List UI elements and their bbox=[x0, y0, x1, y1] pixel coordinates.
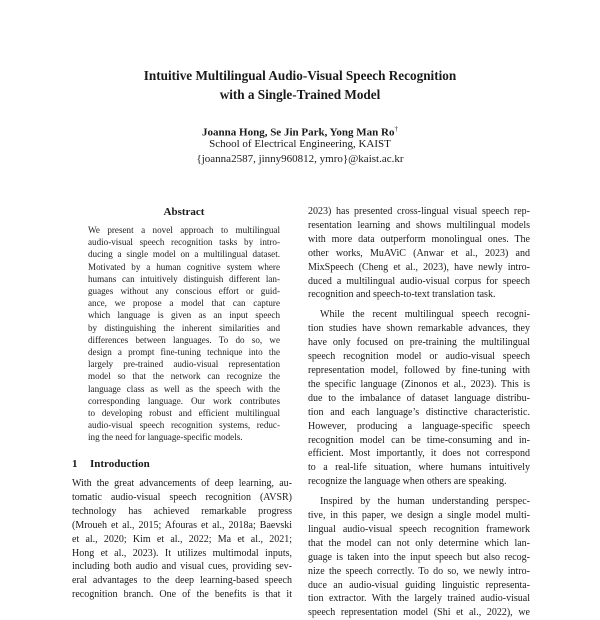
affiliation-block bbox=[0, 137, 600, 167]
text-line: to a real-life situation, where humans intuitively bbox=[308, 462, 530, 474]
text-line: design a prompt fine-tuning technique into the bbox=[88, 347, 280, 358]
introduction-body bbox=[72, 477, 292, 602]
text-line: humans can intuitively distinguish different lan- bbox=[88, 273, 280, 284]
text-line: efficient. Most importantly, it does not correspond bbox=[308, 448, 530, 460]
text-line: which language is given as an input speech bbox=[88, 310, 280, 321]
text-line: We present a novel approach to multilingual bbox=[88, 225, 280, 235]
text-line: recognition branch. One of the benefits is that it bbox=[72, 589, 292, 601]
abstract-heading: Abstract bbox=[163, 206, 205, 218]
title-line: Intuitive Multilingual Audio-Visual Speech Recognition bbox=[143, 68, 457, 83]
text-line: language class as well as the speech with the bbox=[88, 383, 280, 394]
text-line: Hong et al., 2023). It utilizes multimodal inputs, bbox=[72, 547, 292, 559]
text-line: recognition model can be time-consuming and in- bbox=[308, 434, 530, 446]
text-line: recognize the language when others are speaking. bbox=[308, 476, 507, 488]
text-line: representation model, followed by fine-tuning with bbox=[308, 364, 530, 376]
corresponding-author-mark: † bbox=[394, 125, 398, 133]
text-line: corresponding language. Our work contributes bbox=[88, 395, 280, 406]
text-line: with more data outperform monolingual ones. The bbox=[308, 233, 530, 245]
text-line: the specific language (Zinonos et al., 2023). This is bbox=[308, 378, 530, 390]
text-line: technology has achieved remarkable progress bbox=[72, 505, 292, 517]
text-line: ance, we propose a model that can capture bbox=[88, 298, 280, 309]
right-column-body bbox=[308, 205, 530, 620]
text-line: speech representation model (Shi et al., 2022), we bbox=[308, 607, 530, 619]
text-line: MixSpeech (Cheng et al., 2023), have newly intro- bbox=[308, 261, 530, 273]
text-line: model so that the network can recognize the bbox=[88, 371, 280, 382]
title-line: with a Single-Trained Model bbox=[219, 87, 381, 102]
text-line: differences between languages. To do so, we bbox=[88, 334, 280, 345]
text-line: due to the imbalance of dataset language distribu- bbox=[308, 392, 530, 404]
text-line: duce an audio-visual guiding linguistic representa- bbox=[308, 579, 530, 591]
section-heading-introduction bbox=[72, 457, 292, 471]
text-line: et al., 2020; Kim et al., 2022; Ma et al., 2021; bbox=[72, 533, 292, 545]
affiliation-line: School of Electrical Engineering, KAIST bbox=[209, 138, 391, 150]
text-line: With the great advancements of deep learning, au- bbox=[72, 478, 292, 489]
text-line: tion extractor. With the largely trained audio-visual bbox=[308, 593, 530, 605]
text-line: other works, MuAViC (Anwar et al., 2023) and bbox=[308, 247, 530, 259]
text-line: tion and each language’s distinctive characteristic. bbox=[308, 406, 530, 418]
text-line: by distinguishing the inherent similarities and bbox=[88, 322, 280, 333]
text-line: Inspired by the human understanding perspec- bbox=[320, 496, 530, 508]
text-line: guages without any conscious effort or guid- bbox=[88, 286, 280, 297]
text-line: speech recognition model or audio-visual speech bbox=[308, 351, 530, 363]
text-line: (Mroueh et al., 2015; Afouras et al., 2018a; Baevski bbox=[72, 519, 292, 531]
text-line: have only focused on pre-training the multilingual bbox=[308, 337, 530, 349]
paper-title bbox=[0, 66, 600, 104]
text-line: While the recent multilingual speech recogni- bbox=[320, 309, 530, 321]
email-line: {joanna2587, jinny960812, ymro}@kaist.ac.kr bbox=[196, 153, 404, 165]
text-line: tomatic audio-visual speech recognition (AVSR) bbox=[72, 491, 292, 503]
text-line: audio-visual speech recognition systems, reduc- bbox=[88, 420, 280, 431]
section-number: 1 bbox=[72, 458, 78, 470]
text-line: ducing a single model on a multilingual dataset. bbox=[88, 249, 280, 260]
author-names: Joanna Hong, Se Jin Park, Yong Man Ro bbox=[202, 126, 395, 139]
text-line: However, producing a language-specific speech bbox=[308, 420, 530, 432]
text-line: largely pre-trained audio-visual representation bbox=[88, 359, 280, 370]
text-line: nize the speech correctly. To do so, we newly intro- bbox=[308, 565, 530, 577]
text-line: eral advantages to the deep learning-based speech bbox=[72, 575, 292, 587]
text-line: Motivated by a human cognitive system where bbox=[88, 261, 280, 272]
abstract-body bbox=[88, 224, 280, 444]
text-line: ing the need for language-specific models. bbox=[88, 432, 243, 443]
text-line: 2023) has presented cross-lingual visual speech rep- bbox=[308, 206, 530, 217]
text-line: lingual audio-visual speech recognition framework bbox=[308, 523, 530, 535]
text-line: audio-visual speech recognition tasks by intro- bbox=[88, 237, 280, 248]
text-line: tion studies have shown remarkable advances, they bbox=[308, 323, 530, 335]
text-line: recognition and speech-to-text translation task. bbox=[308, 289, 496, 301]
text-line: resentation learning and shows multilingual models bbox=[308, 219, 530, 231]
text-line: that the model can not only determine which lan- bbox=[308, 537, 530, 549]
text-line: to developing robust and efficient multilingual bbox=[88, 408, 280, 419]
text-line: duced a multilingual audio-visual corpus for speech bbox=[308, 275, 530, 287]
section-title: Introduction bbox=[90, 458, 150, 470]
text-line: tive, in this paper, we design a single model multi- bbox=[308, 510, 530, 522]
text-line: including both audio and visual cues, providing sev- bbox=[72, 561, 292, 573]
text-line: guage is taken into the input speech but also recog- bbox=[308, 551, 530, 563]
